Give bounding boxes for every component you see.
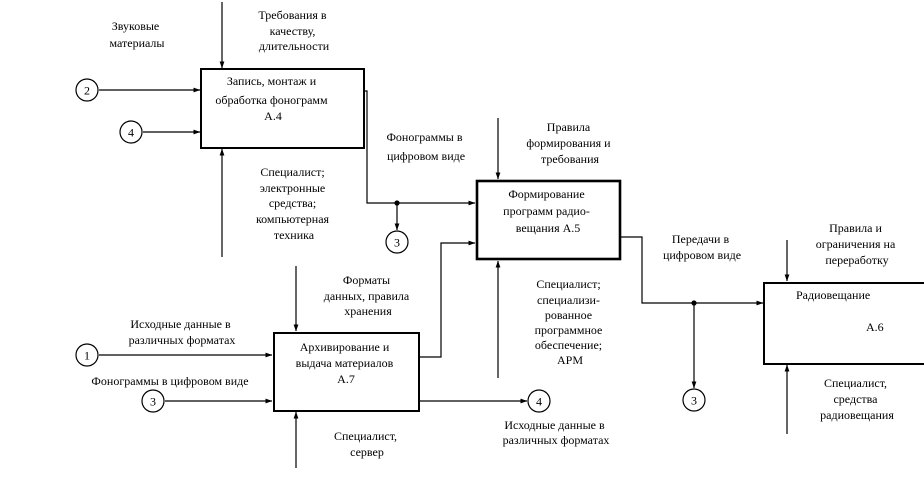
junction-dot-a4-output	[394, 200, 399, 205]
ref-circle-label: 4	[536, 394, 542, 409]
box-a6-number: А.6	[866, 320, 884, 334]
ref-circle-1	[76, 344, 98, 366]
ref-circle-label: 3	[150, 394, 156, 409]
box-a7-line: выдача материалов	[295, 356, 394, 370]
label-sound-materials: Звуковые материалы	[109, 19, 165, 50]
label-data-formats: Форматы данных, правила хранения	[323, 273, 410, 318]
box-a7	[274, 333, 419, 411]
box-a7-line: Архивирование и	[299, 340, 390, 354]
label-processing-rules: Правила и ограничения на переработку	[815, 221, 896, 267]
box-a5-title	[503, 187, 593, 235]
ref-circle-4-left	[120, 121, 142, 143]
ref-circle-3-mid	[386, 231, 408, 253]
box-a6-title: Радиовещание	[796, 288, 871, 302]
box-a5-line: Формирование	[508, 187, 585, 201]
box-a6	[764, 283, 924, 364]
label-phonograms-input: Фонограммы в цифровом виде	[91, 374, 249, 388]
junction-dot-a5-output	[691, 300, 696, 305]
label-specialist-a7: Специалист, сервер	[333, 429, 398, 459]
ref-circle-label: 3	[691, 393, 697, 408]
box-a5-line: вещания А.5	[515, 221, 581, 235]
box-a4-line: А.4	[264, 109, 282, 123]
ref-circle-2	[76, 79, 98, 101]
label-source-data-input: Исходные данные в различных форматах	[128, 317, 236, 347]
ref-circle-3-left	[142, 390, 164, 412]
box-a4-line: Запись, монтаж и	[226, 74, 317, 88]
label-formation-rules: Правила формирования и требования	[526, 120, 611, 166]
box-a4-line: обработка фонограмм	[215, 93, 328, 107]
ref-circle-4-right	[528, 390, 550, 412]
label-source-data-output: Исходные данные в различных форматах	[502, 418, 610, 447]
ref-circle-3-right	[683, 389, 705, 411]
label-phonograms-digital: Фонограммы в цифровом виде	[386, 130, 466, 163]
label-transmissions-digital: Передачи в цифровом виде	[662, 232, 742, 262]
box-a5-line: программ радио-	[503, 204, 590, 218]
label-specialist-a6: Специалист, средства радиовещания	[820, 376, 894, 422]
box-a5	[477, 181, 620, 259]
label-specialist-a4: Специалист; электронные средства; компьютерная техника	[255, 165, 330, 242]
label-specialist-a5: Специалист; специализи- рованное программное обеспечение; АРМ	[534, 277, 603, 367]
box-a4	[201, 69, 364, 148]
arrow-a7-to-a5	[420, 243, 475, 357]
box-a7-line: А.7	[337, 372, 355, 386]
arrow-a5-to-a6	[621, 237, 763, 303]
ref-circle-label: 3	[394, 235, 400, 250]
ref-circle-label: 4	[128, 125, 134, 140]
label-quality-requirements: Требования в качеству, длительности	[258, 8, 330, 53]
ref-circle-label: 1	[84, 348, 90, 363]
ref-circle-label: 2	[84, 83, 90, 98]
arrow-a4-to-a5	[364, 91, 475, 203]
